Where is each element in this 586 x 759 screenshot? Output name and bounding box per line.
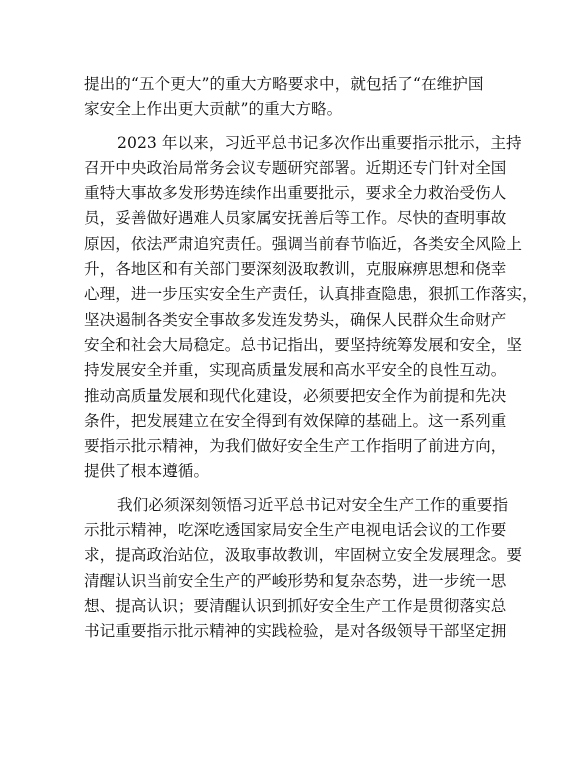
paragraph-3 [84, 493, 523, 645]
paragraph-spacer [84, 485, 504, 493]
text-line: 条件，把发展建立在安全得到有效保障的基础上。这一系列重 [84, 411, 507, 430]
text-line: 想、提高认识；要清醒认识到抓好安全生产工作是贯彻落实总 [84, 596, 507, 615]
text-line: 书记重要指示批示精神的实践检验，是对各级领导干部坚定拥 [84, 622, 507, 641]
text-line: 推动高质量发展和现代化建设，必须要把安全作为前提和先决 [84, 386, 507, 405]
text-line: 重特大事故多发形势连续作出重要批示，要求全力救治受伤人 [84, 184, 507, 203]
text-line: 安全和社会大局稳定。总书记指出，要坚持统筹发展和安全，坚 [84, 335, 523, 354]
text-line: 求，提高政治站位，汲取事故教训，牢固树立安全发展理念。要 [84, 546, 523, 565]
text-line: 提供了根本遵循。 [84, 462, 210, 481]
paragraph-2 [84, 131, 538, 485]
text-line: 2023 年以来，习近平总书记多次作出重要指示批示，主持 [117, 133, 522, 152]
text-line: 心理，进一步压实安全生产责任，认真排查隐患，狠抓工作落实， [84, 285, 538, 304]
text-line: 召开中央政治局常务会议专题研究部署。近期还专门针对全国 [84, 158, 507, 177]
text-line: 示批示精神，吃深吃透国家局安全生产电视电话会议的工作要 [84, 521, 507, 540]
text-line: 升，各地区和有关部门要深刻汲取教训，克服麻痹思想和侥幸 [84, 260, 507, 279]
text-line: 原因，依法严肃追究责任。强调当前春节临近，各类安全风险上 [84, 234, 523, 253]
text-line: 我们必须深刻领悟习近平总书记对安全生产工作的重要指 [117, 495, 509, 514]
text-line: 提出的“五个更大”的重大方略要求中，就包括了“在维护国 [84, 75, 484, 93]
text-line: 持发展安全并重，实现高质量发展和高水平安全的良性互动。 [84, 361, 507, 380]
text-line: 家安全上作出更大贡献”的重大方略。 [84, 100, 343, 119]
body-text [84, 72, 538, 645]
text-line: 员，妥善做好遇难人员家属安抚善后等工作。尽快的查明事故 [84, 209, 507, 228]
text-line: 坚决遏制各类安全事故多发连发势头，确保人民群众生命财产 [84, 310, 507, 329]
text-line: 要指示批示精神，为我们做好安全生产工作指明了前进方向， [84, 437, 507, 456]
paragraph-spacer [84, 123, 504, 131]
text-line: 清醒认识当前安全生产的严峻形势和复杂态势，进一步统一思 [84, 571, 507, 590]
paragraph-1 [84, 72, 504, 123]
